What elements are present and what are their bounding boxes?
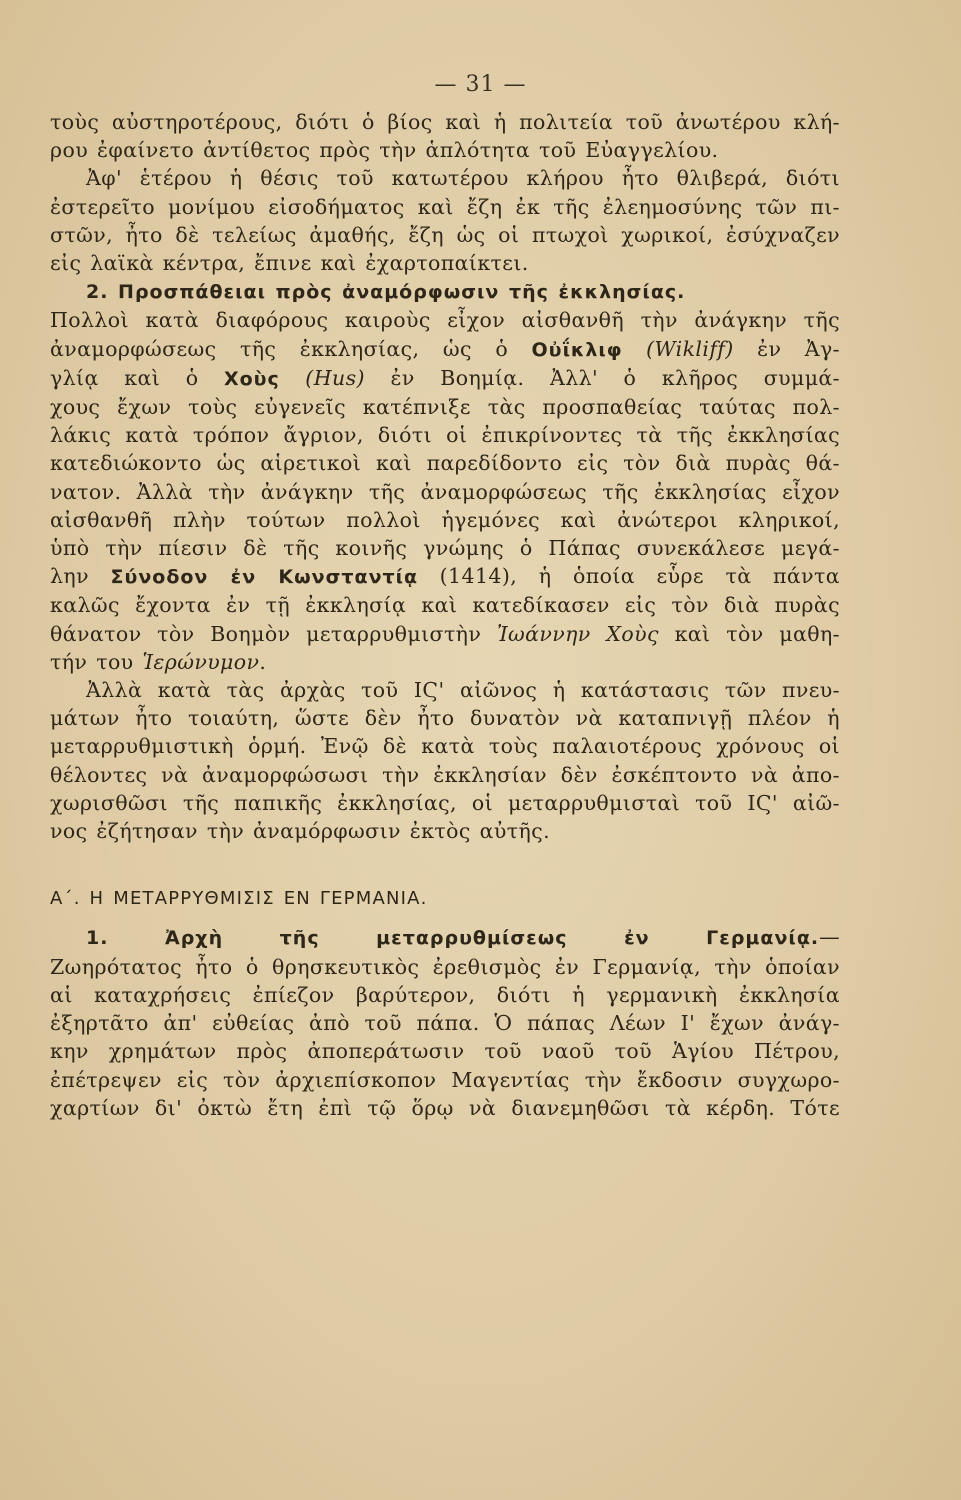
bold-name-hus: Χοὺς: [223, 367, 280, 390]
text-run: τήν του: [50, 649, 143, 674]
text-run: καὶ τὸν μαθη-: [658, 621, 840, 646]
text-line: [50, 648, 840, 676]
text-line: θέλοντες νὰ ἀναμορφώσωσι τὴν ἐκκλησίαν δὲν ἐσκέπτοντο νὰ ἀπο-: [50, 762, 840, 787]
text-line: αἰσθανθῆ πλὴν τούτων πολλοὶ ἡγεμόνες καὶ ἀνώτεροι κληρικοί,: [50, 507, 840, 532]
text-line: Ἀλλὰ κατὰ τὰς ἀρχὰς τοῦ ΙϚ' αἰῶνος ἡ κατάστασις τῶν πνευ-: [86, 678, 840, 703]
text-line: ἐπέτρεψεν εἰς τὸν ἀρχιεπίσκοπον Μαγεντίας τὴν ἔκδοσιν συγχωρο-: [50, 1067, 840, 1092]
text-line: ὑπὸ τὴν πίεσιν δὲ τῆς κοινῆς γνώμης ὁ Πάπας συνεκάλεσε μεγά-: [50, 536, 840, 561]
text-line: ρου ἐφαίνετο ἀντίθετος πρὸς τὴν ἁπλότητα τοῦ Εὐαγγελίου.: [50, 138, 719, 163]
section-title: Α΄. Η ΜΕΤΑΡΡΥΘΜΙΣΙΣ ΕΝ ΓΕΡΜΑΝΙΑ.: [50, 888, 428, 910]
text-line: μάτων ἦτο τοιαύτη, ὥστε δὲν ἦτο δυνατὸν νὰ καταπνιγῇ πλέον ἡ: [50, 706, 840, 731]
text-line: τοὺς αὐστηροτέρους, διότι ὁ βίος καὶ ἡ πολιτεία τοῦ ἀνωτέρου κλή-: [50, 110, 840, 134]
text-line: χωρισθῶσι τῆς παπικῆς ἐκκλησίας, οἱ μεταρρυθμισταὶ τοῦ ΙϚ' αἰῶ-: [50, 790, 840, 815]
italic-name-hus: (Hus): [279, 365, 365, 390]
text-line: μεταρρυθμιστικὴ ὁρμή. Ἐνῷ δὲ κατὰ τοὺς παλαιοτέρους χρόνους οἱ: [50, 734, 840, 759]
text-line: λάκις κατὰ τρόπον ἄγριον, διότι οἱ ἐπικρίνοντες τὰ τῆς ἐκκλησίας: [50, 423, 840, 448]
text-line: νατον. Ἀλλὰ τὴν ἀνάγκην τῆς ἀναμορφώσεως τῆς ἐκκλησίας εἶχον: [50, 479, 840, 504]
text-line: κατεδιώκοντο ὡς αἱρετικοὶ καὶ παρεδίδοντο εἰς τὸν διὰ πυρὰς θά-: [50, 451, 840, 476]
page-number: — 31 —: [434, 72, 527, 97]
subsection-heading-text: 2. Προσπάθειαι πρὸς ἀναμόρφωσιν τῆς ἐκκλησίας.: [86, 281, 686, 304]
text-run: ἀναμορφώσεως τῆς ἐκκλησίας, ὡς ὁ: [50, 336, 532, 361]
italic-name-wikliff: (Wikliff): [622, 336, 734, 361]
text-run: ἐν Ἀγ-: [733, 336, 840, 361]
text-line: [50, 335, 840, 364]
text-run: .: [259, 649, 267, 674]
italic-name-john-hus: Ἰωάννην Χοὺς: [496, 621, 659, 646]
text-line: Πολλοὶ κατὰ διαφόρους καιροὺς εἶχον αἰσθανθῆ τὴν ἀνάγκην τῆς: [50, 308, 840, 333]
text-line: Ζωηρότατος ἦτο ὁ θρησκευτικὸς ἐρεθισμὸς ἐν Γερμανίᾳ, τὴν ὁποίαν: [50, 954, 840, 979]
subsection-heading-text: 1. Ἀρχὴ τῆς μεταρρυθμίσεως ἐν Γερμανίᾳ.: [86, 927, 820, 950]
text-line: στῶν, ἦτο δὲ τελείως ἀμαθής, ἔζη ὡς οἱ πτωχοὶ χωρικοί, ἐσύχναζεν: [50, 222, 840, 247]
text-line: ἐξηρτᾶτο ἀπ' εὐθείας ἀπὸ τοῦ πάπα. Ὁ πάπας Λέων Ι' ἔχων ἀνάγ-: [50, 1011, 840, 1036]
text-run: —: [819, 925, 840, 950]
text-line: αἱ καταχρήσεις ἐπίεζον βαρύτερον, διότι ἡ γερμανικὴ ἐκκλησία: [50, 982, 840, 1007]
text-run: λην: [50, 564, 111, 589]
text-run: (1414), ἡ ὁποία εὗρε τὰ πάντα: [418, 564, 840, 589]
text-line: κην χρημάτων πρὸς ἀποπεράτωσιν τοῦ ναοῦ τοῦ Ἁγίου Πέτρου,: [50, 1039, 840, 1064]
text-line: χους ἔχων τοὺς εὐγενεῖς κατέπνιξε τὰς προσπαθείας ταύτας πολ-: [50, 395, 840, 420]
text-line: Ἀφ' ἑτέρου ἡ θέσις τοῦ κατωτέρου κλήρου ἦτο θλιβερά, διότι: [86, 166, 840, 191]
bold-name-wiklif: Οὐΐκλιφ: [531, 338, 623, 361]
text-line: [50, 562, 840, 591]
italic-name-jerome: Ἱερώνυμον: [142, 649, 260, 674]
text-line: καλῶς ἔχοντα ἐν τῇ ἐκκλησίᾳ καὶ κατεδίκασεν εἰς τὸν διὰ πυρὰς: [50, 593, 840, 618]
subsection-heading: [50, 923, 840, 952]
main-text: [50, 108, 840, 1122]
text-line: χαρτίων δι' ὀκτὼ ἔτη ἐπὶ τῷ ὅρῳ νὰ διανεμηθῶσι τὰ κέρδη. Τότε: [50, 1095, 840, 1120]
text-line: [50, 364, 840, 393]
bold-council-name: Σύνοδον ἐν Κωνσταντίᾳ: [110, 566, 419, 589]
text-line: νος ἐζήτησαν τὴν ἀναμόρφωσιν ἐκτὸς αὐτῆς.: [50, 819, 551, 844]
text-line: ἐστερεῖτο μονίμου εἰσοδήματος καὶ ἔζη ἐκ τῆς ἐλεημοσύνης τῶν πι-: [50, 194, 840, 219]
text-line: [50, 620, 840, 648]
spacer: [50, 845, 840, 871]
text-run: ἐν Βοημίᾳ. Ἀλλ' ὁ κλῆρος συμμά-: [364, 365, 840, 390]
subsection-heading: [50, 277, 840, 306]
text-line: εἰς λαϊκὰ κέντρα, ἔπινε καὶ ἐχαρτοπαίκτει.: [50, 251, 529, 276]
text-run: θάνατον τὸν Βοημὸν μεταρρυθμιστὴν: [50, 621, 497, 646]
text-run: γλίᾳ καὶ ὁ: [50, 365, 224, 390]
